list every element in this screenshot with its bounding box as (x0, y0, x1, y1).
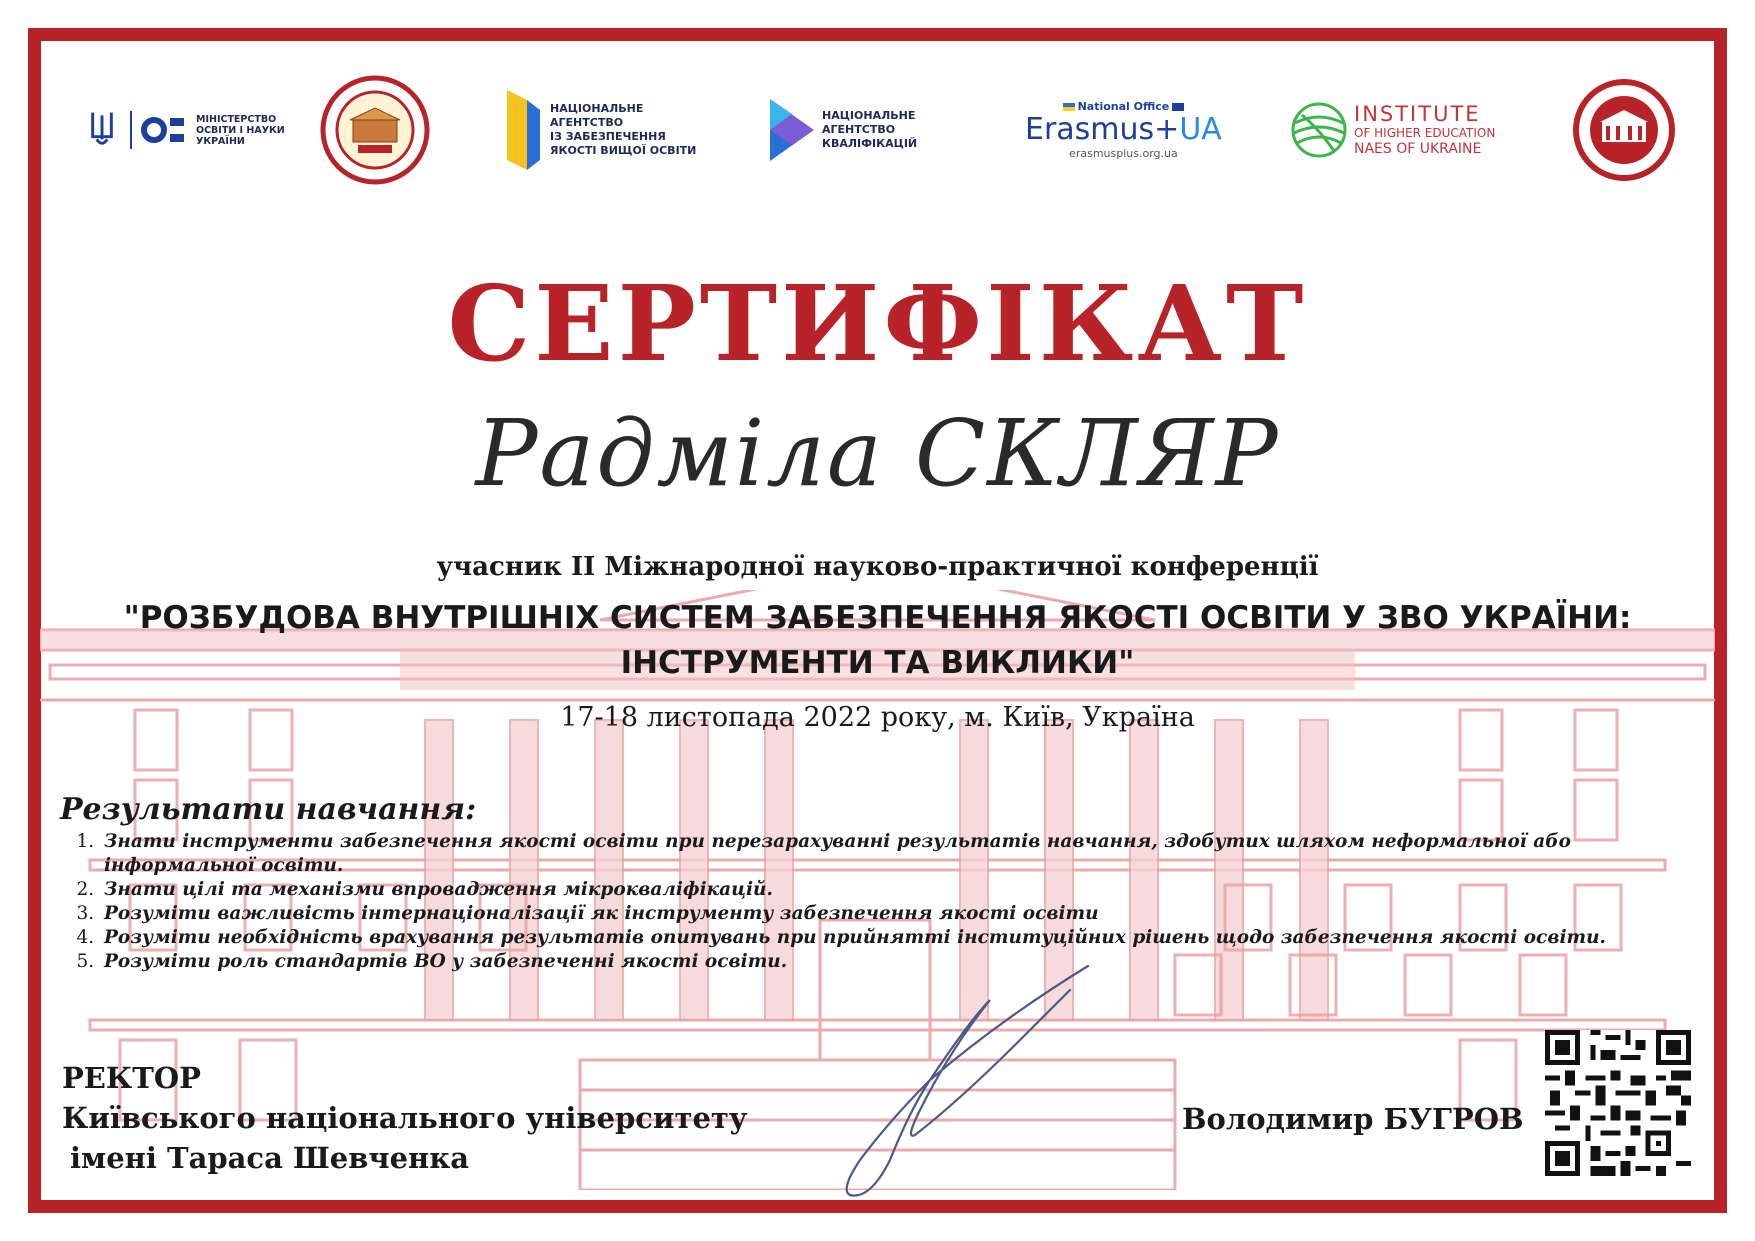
participant-line: учасник ІІ Міжнародної науково-практичної конференції (436, 552, 1319, 582)
knu-seal-icon (320, 75, 430, 185)
nqa-play-icon (766, 97, 816, 163)
institute-seal-logo (1572, 70, 1676, 190)
institute-text-2: OF HIGHER EDUCATION (1354, 126, 1496, 140)
trident-icon (82, 110, 122, 150)
nqa-text-3: КВАЛІФІКАЦІЙ (822, 137, 918, 150)
conference-title-line-1: "РОЗБУДОВА ВНУТРІШНІХ СИСТЕМ ЗАБЕЗПЕЧЕННЯ ЯКОСТІ ОСВІТИ У ЗВО УКРАЇНИ: (123, 600, 1632, 636)
naqa-logo (502, 70, 696, 190)
conference-dates: 17-18 листопада 2022 року, м. Київ, Україна (560, 702, 1195, 733)
rector-title: РЕКТОР (62, 1061, 201, 1095)
nqa-logo (766, 70, 917, 190)
results-title: Результати навчання: (60, 792, 477, 827)
naqa-emblem-icon (502, 85, 542, 175)
ministry-text-3: УКРАЇНИ (196, 135, 245, 147)
naqa-text-3: ІЗ ЗАБЕЗПЕЧЕННЯ (550, 130, 666, 143)
naqa-text-1: НАЦІОНАЛЬНЕ (550, 102, 644, 115)
ministry-logo (82, 70, 285, 190)
ukraine-flag-icon (1063, 103, 1075, 111)
erasmus-office-label: National Office (1077, 100, 1170, 113)
signer-name: Володимир БУГРОВ (1182, 1102, 1524, 1136)
result-item: 4. Розуміти необхідність врахування результатів опитувань при прийнятті інституційних рішень щодо забезпечення якості освіти. (100, 926, 1700, 950)
erasmus-name: Erasmus+ (1025, 112, 1180, 147)
result-item: 2. Знати цілі та механізми впровадження мікрокваліфікацій. (100, 878, 1700, 902)
rector-block (62, 1058, 747, 1178)
conference-title (0, 596, 1755, 686)
naqa-text-2: АГЕНТСТВО (550, 116, 624, 129)
erasmus-url: erasmusplus.org.ua (1069, 147, 1178, 160)
mon-emblem-icon (140, 110, 190, 150)
institute-logo (1290, 70, 1495, 190)
nqa-text-1: НАЦІОНАЛЬНЕ (822, 109, 916, 122)
results-list (70, 830, 1700, 974)
nqa-text-2: АГЕНТСТВО (822, 123, 896, 136)
knu-seal-logo (320, 70, 430, 190)
university-line-2: імені Тараса Шевченка (70, 1141, 469, 1175)
qr-code (1545, 1030, 1691, 1176)
globe-icon (1290, 101, 1348, 159)
result-item: 5. Розуміти роль стандартів ВО у забезпеченні якості освіти. (100, 950, 1700, 974)
handwritten-signature (820, 960, 1100, 1200)
institute-text-3: NAES OF UKRAINE (1354, 141, 1482, 157)
ministry-text-1: МІНІСТЕРСТВО (196, 113, 277, 125)
eu-flag-icon (1172, 103, 1184, 111)
naqa-text-4: ЯКОСТІ ВИЩОЇ ОСВІТИ (550, 144, 697, 157)
certificate-title: СЕРТИФІКАТ (447, 262, 1308, 385)
result-item: 1. Знати інструменти забезпечення якості освіти при перезарахуванні результатів навчання, здобутих шляхом неформальної або інформальної освіти. (100, 830, 1700, 878)
institute-text-1: INSTITUTE (1354, 102, 1481, 126)
erasmus-ua: UA (1179, 112, 1222, 147)
partner-logos (0, 70, 1755, 190)
conference-title-line-2: ІНСТРУМЕНТИ ТА ВИКЛИКИ" (620, 645, 1135, 681)
ministry-text-2: ОСВІТИ І НАУКИ (196, 124, 285, 136)
recipient-name: Радміла СКЛЯР (475, 400, 1280, 507)
institute-seal-icon (1572, 78, 1676, 182)
erasmus-logo (1025, 70, 1222, 190)
university-line-1: Київського національного університету (62, 1101, 748, 1135)
result-item: 3. Розуміти важливість інтернаціоналізації як інструменту забезпечення якості освіти (100, 902, 1700, 926)
